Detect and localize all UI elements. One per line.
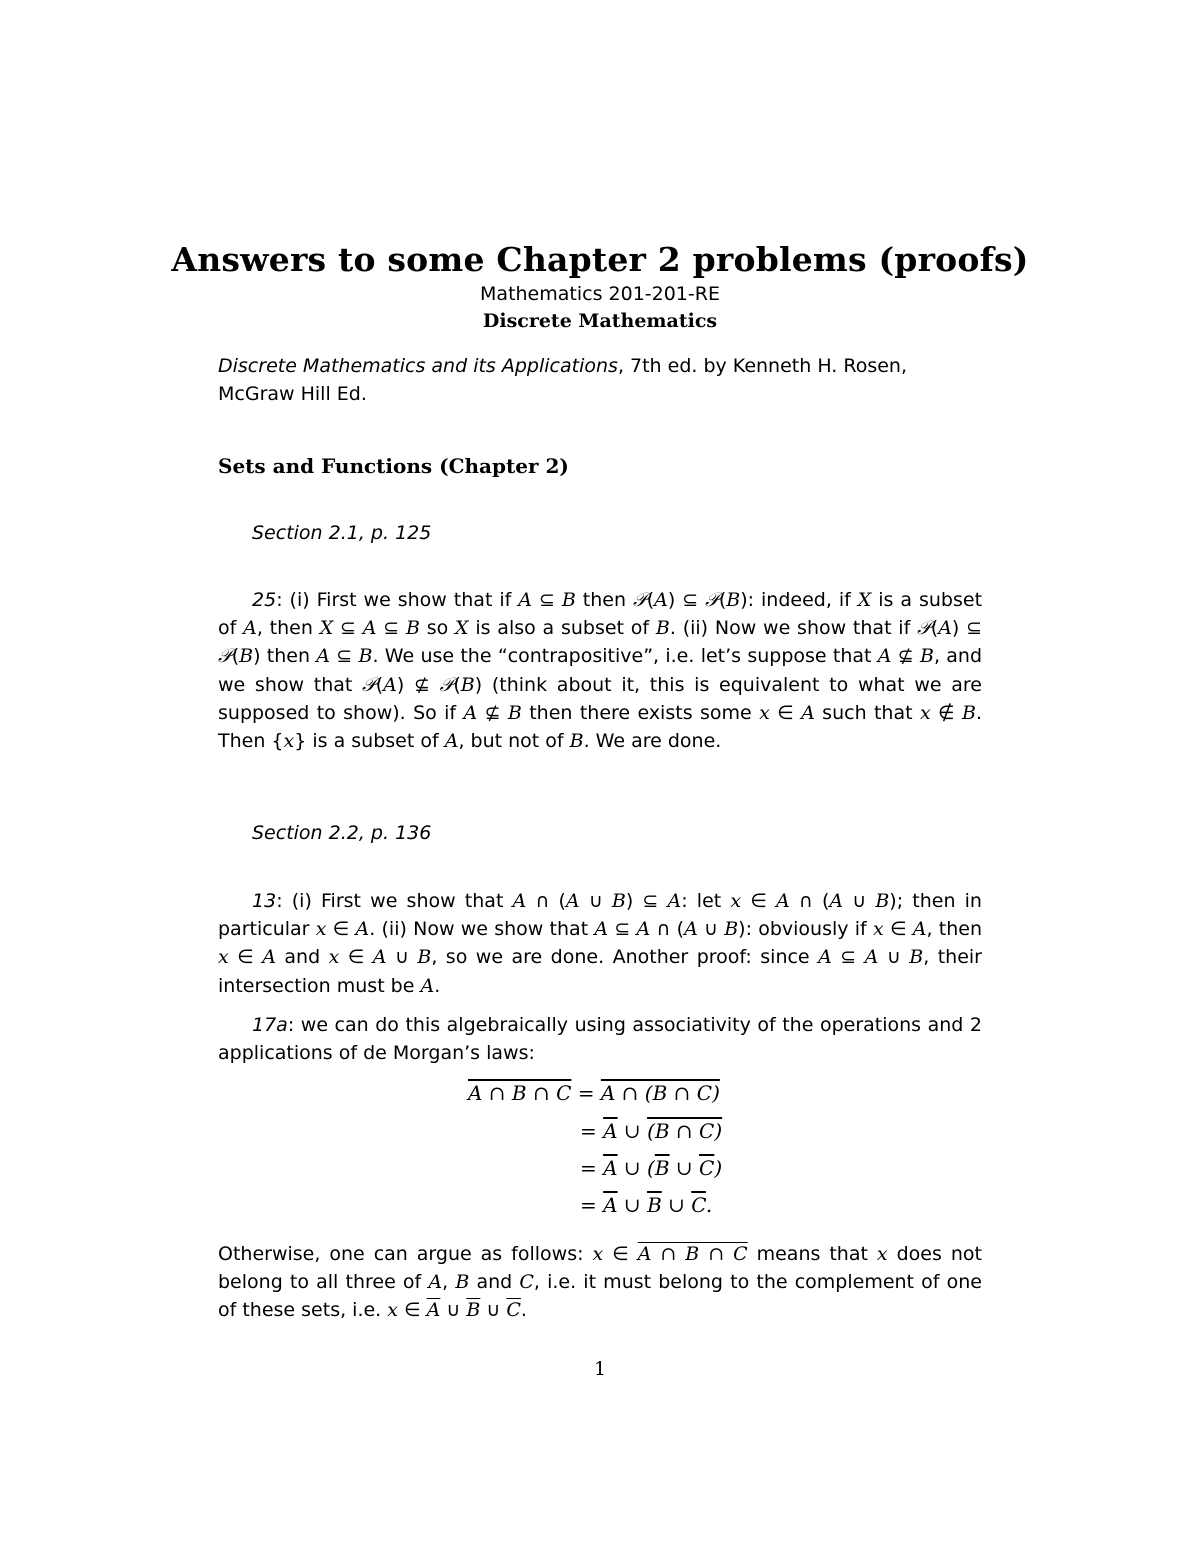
problem-17a: 17a: we can do this algebraically using associativity of the operations and 2 applications of de Morgan’s laws: [218, 1014, 982, 1065]
chapter-heading-text: Sets and Functions (Chapter 2) [218, 454, 569, 478]
book-details: , 7th ed. by Kenneth H. Rosen, McGraw Hill Ed. [218, 355, 907, 406]
course-code: Mathematics 201-201-RE [480, 283, 720, 305]
equation-line-3: = $\overline{A}$ ∪ ($\overline{B}$ ∪ $\overline{C}$) [580, 1156, 723, 1180]
otherwise-paragraph: Otherwise, one can argue as follows: x ∈ A ∩ B ∩ C means that x does not belong to all three of A, B and C, i.e. it must belong to the complement of one of these sets, i.e. x ∈ $\overline{A}$ ∪ $\overline{B}$ ∪ $\overline{C}$. [218, 1243, 982, 1322]
equation-line-2: = $\overline{A}$ ∪ (B ∩ C) [580, 1119, 723, 1143]
problem-25: 25: (i) First we show that if A ⊆ B then 𝒫(A) ⊆ 𝒫(B): indeed, if X is a subset of A, then X ⊆ A ⊆ B so X is also a subset of B. (ii) Now we show that if 𝒫(A) ⊆ 𝒫(B) then A ⊆ B. We use the “contrapositive”, i.e. let’s suppose that A ⊈ B, and we show that 𝒫(A) ⊈ 𝒫(B) (think about it, this is equivalent to what we are supposed to show). So if A ⊈ B then there exists some x ∈ A such that x ∉ B. Then {x} is a subset of A, but not of B. We are done. [218, 589, 983, 753]
reference-paragraph [218, 352, 982, 408]
section-2-2-text: Section 2.2, p. 136 [252, 822, 432, 844]
equation-line-4: = $\overline{A}$ ∪ $\overline{B}$ ∪ $\overline{C}$. [580, 1193, 713, 1217]
page-number: 1 [593, 1358, 607, 1380]
book-title: Discrete Mathematics and its Applications [218, 355, 618, 377]
problem-13: 13: (i) First we show that A ∩ (A ∪ B) ⊆ A: let x ∈ A ∩ (A ∪ B); then in particular x ∈ A. (ii) Now we show that A ⊆ A ∩ (A ∪ B): obviously if x ∈ A, then x ∈ A and x ∈ A ∪ B, so we are done. Another proof: since A ⊆ A ∪ B, their intersection must be A. [218, 890, 982, 997]
section-2-2-label [252, 822, 1016, 844]
section-2-1-label [252, 522, 1016, 544]
course-name: Discrete Mathematics [482, 310, 718, 332]
document-title: Answers to some Chapter 2 problems (proofs) [171, 240, 1029, 279]
section-2-1-text: Section 2.1, p. 125 [252, 522, 432, 544]
equation-line-1: A ∩ B ∩ C = A ∩ (B ∩ C) [468, 1081, 720, 1105]
chapter-heading [218, 454, 982, 478]
